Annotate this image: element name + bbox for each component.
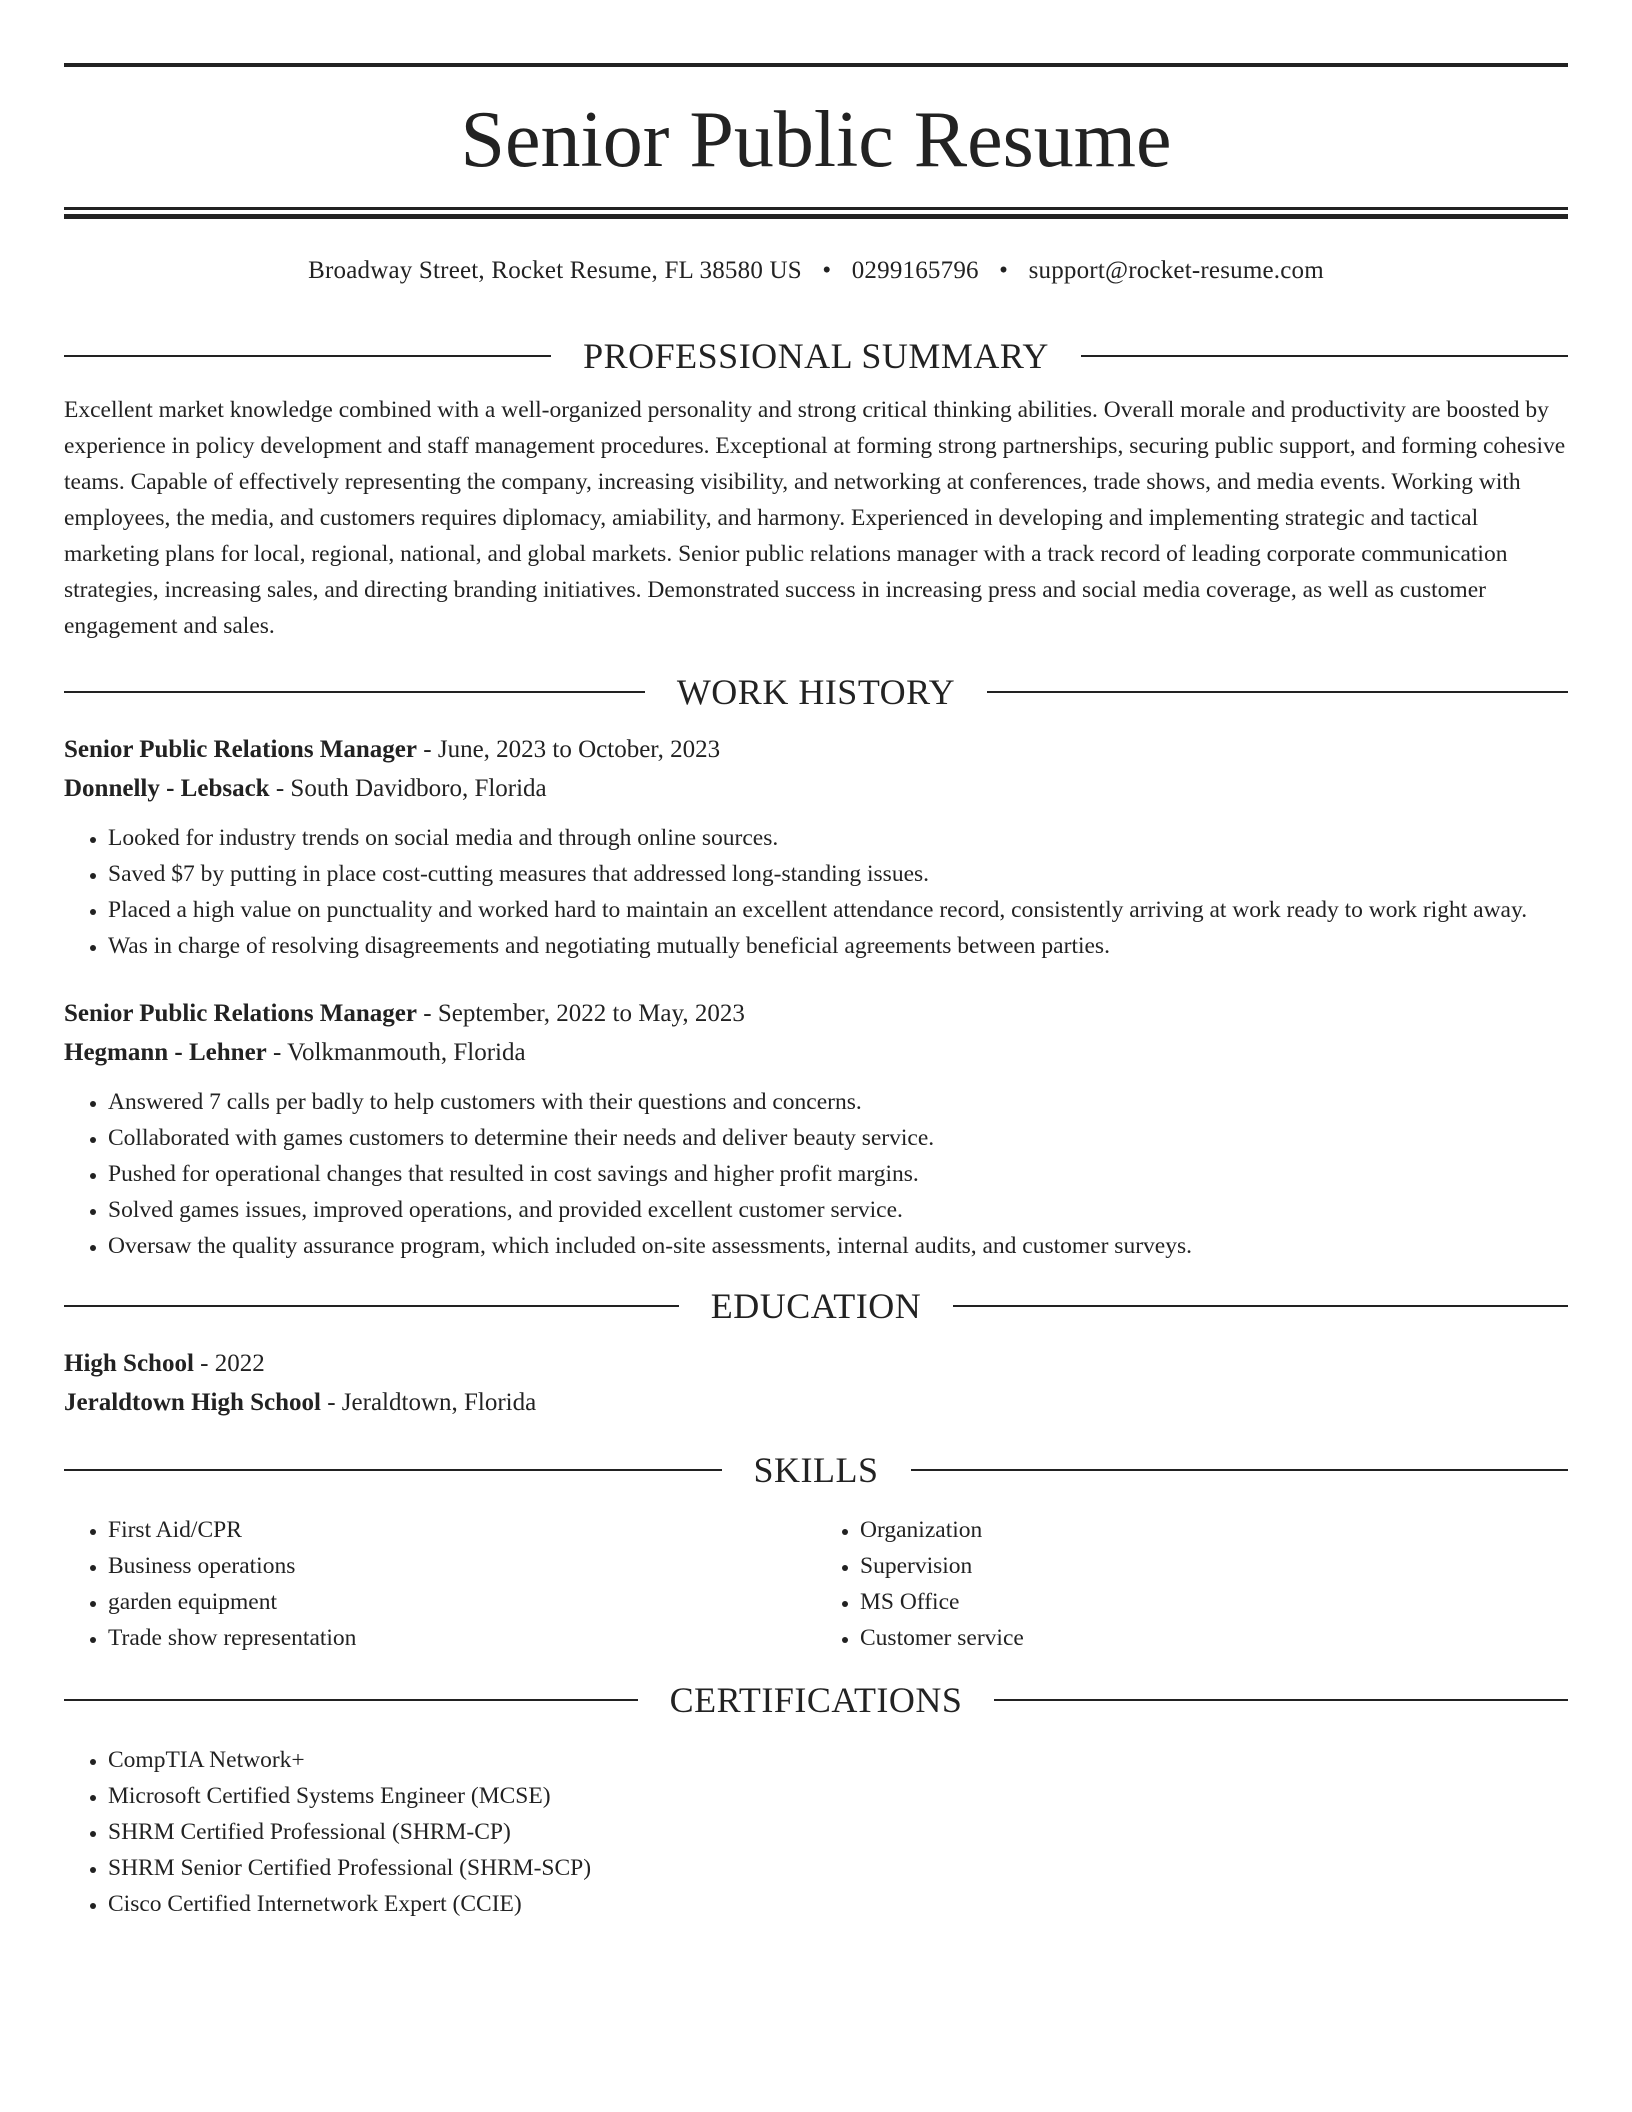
list-item: • MS Office (860, 1584, 1568, 1620)
contact-separator: • (999, 257, 1009, 284)
section-heading-skills (64, 1444, 1568, 1496)
job-dates: - June, 2023 to October, 2023 (417, 736, 721, 763)
section-title: CERTIFICATIONS (669, 1680, 963, 1720)
list-item: • Pushed for operational changes that resulted in cost savings and higher profit margins. (108, 1156, 1568, 1192)
address: Broadway Street, Rocket Resume, FL 38580 US (308, 257, 802, 284)
job-company: Donnelly - Lebsack (64, 775, 270, 802)
heading-rule (64, 355, 551, 357)
job-bullets (64, 1084, 1568, 1264)
degree: High School (64, 1350, 194, 1377)
certifications-list (64, 1742, 1568, 1922)
job-location: - South Davidboro, Florida (269, 775, 547, 802)
section-heading-certifications (64, 1674, 1568, 1726)
list-item: • CompTIA Network+ (108, 1742, 1568, 1778)
section-heading-education (64, 1280, 1568, 1332)
top-rule (64, 63, 1568, 67)
section-title: PROFESSIONAL SUMMARY (583, 336, 1049, 376)
list-item: • Placed a high value on punctuality and worked hard to maintain an excellent attendance record, consistently arriving at work ready to work right away. (108, 892, 1568, 928)
section-heading-work-history (64, 666, 1568, 718)
job-entry (64, 730, 1568, 964)
list-item: • Trade show representation (108, 1620, 816, 1656)
email: support@rocket-resume.com (1028, 257, 1324, 284)
heading-rule (953, 1305, 1568, 1307)
education-entry (64, 1344, 1568, 1422)
heading-rule (1081, 355, 1568, 357)
heading-rule (987, 691, 1568, 693)
list-item: • Was in charge of resolving disagreements and negotiating mutually beneficial agreements between parties. (108, 928, 1568, 964)
job-company-line (64, 1033, 1568, 1072)
title-double-rule (64, 207, 1568, 219)
summary-text: Excellent market knowledge combined with a well-organized personality and strong critical thinking abilities. Overall morale and productivity are boosted by experience in policy development and staff management procedures. Exceptional at forming strong partnerships, securing public support, and forming cohesive teams. Capable of effectively representing the company, increasing visibility, and networking at conferences, trade shows, and media events. Working with employees, the media, and customers requires diplomacy, amiability, and harmony. Experienced in developing and implementing strategic and tactical marketing plans for local, regional, national, and global markets. Senior public relations manager with a track record of leading corporate communication strategies, increasing sales, and directing branding initiatives. Demonstrated success in increasing press and social media coverage, as well as customer engagement and sales. (64, 397, 1566, 639)
school-name: Jeraldtown High School (64, 1389, 321, 1416)
list-item: • SHRM Certified Professional (SHRM-CP) (108, 1814, 1568, 1850)
contact-line (64, 253, 1568, 289)
contact-separator: • (822, 257, 832, 284)
list-item: • Solved games issues, improved operations, and provided excellent customer service. (108, 1192, 1568, 1228)
skills-list (64, 1512, 1568, 1656)
list-item: • Answered 7 calls per badly to help customers with their questions and concerns. (108, 1084, 1568, 1120)
skills-column-right (816, 1512, 1568, 1656)
job-dates: - September, 2022 to May, 2023 (417, 1000, 745, 1027)
list-item: • Microsoft Certified Systems Engineer (MCSE) (108, 1778, 1568, 1814)
list-item: • Collaborated with games customers to determine their needs and deliver beauty service. (108, 1120, 1568, 1156)
heading-rule (64, 1699, 638, 1701)
section-title: WORK HISTORY (676, 672, 956, 712)
degree-line (64, 1344, 1568, 1383)
list-item: • Customer service (860, 1620, 1568, 1656)
job-title: Senior Public Relations Manager (64, 1000, 418, 1027)
heading-rule (64, 691, 645, 693)
job-title: Senior Public Relations Manager (64, 736, 418, 763)
job-location: - Volkmanmouth, Florida (266, 1039, 526, 1066)
resume-title: Senior Public Resume (460, 96, 1172, 184)
list-item: • Supervision (860, 1548, 1568, 1584)
resume-content (64, 330, 1568, 1922)
list-item: • Business operations (108, 1548, 816, 1584)
section-heading-summary (64, 330, 1568, 382)
phone: 0299165796 (851, 257, 979, 284)
list-item: • Organization (860, 1512, 1568, 1548)
section-title: EDUCATION (710, 1286, 922, 1326)
job-company-line (64, 769, 1568, 808)
job-company: Hegmann - Lehner (64, 1039, 267, 1066)
section-title: SKILLS (753, 1450, 879, 1490)
list-item: • Oversaw the quality assurance program, which included on-site assessments, internal audits, and customer surveys. (108, 1228, 1568, 1264)
heading-rule (911, 1469, 1569, 1471)
job-title-line (64, 994, 1568, 1033)
list-item: • garden equipment (108, 1584, 816, 1620)
list-item: • Saved $7 by putting in place cost-cutting measures that addressed long-standing issues. (108, 856, 1568, 892)
list-item: • Looked for industry trends on social media and through online sources. (108, 820, 1568, 856)
list-item: • SHRM Senior Certified Professional (SHRM-SCP) (108, 1850, 1568, 1886)
list-item: • Cisco Certified Internetwork Expert (CCIE) (108, 1886, 1568, 1922)
job-bullets (64, 820, 1568, 964)
job-title-line (64, 730, 1568, 769)
heading-rule (64, 1305, 679, 1307)
heading-rule (994, 1699, 1568, 1701)
skills-column-left (64, 1512, 816, 1656)
heading-rule (64, 1469, 722, 1471)
job-entry (64, 994, 1568, 1264)
graduation-year: - 2022 (193, 1350, 265, 1377)
school-location: - Jeraldtown, Florida (320, 1389, 537, 1416)
school-line (64, 1383, 1568, 1422)
list-item: • First Aid/CPR (108, 1512, 816, 1548)
